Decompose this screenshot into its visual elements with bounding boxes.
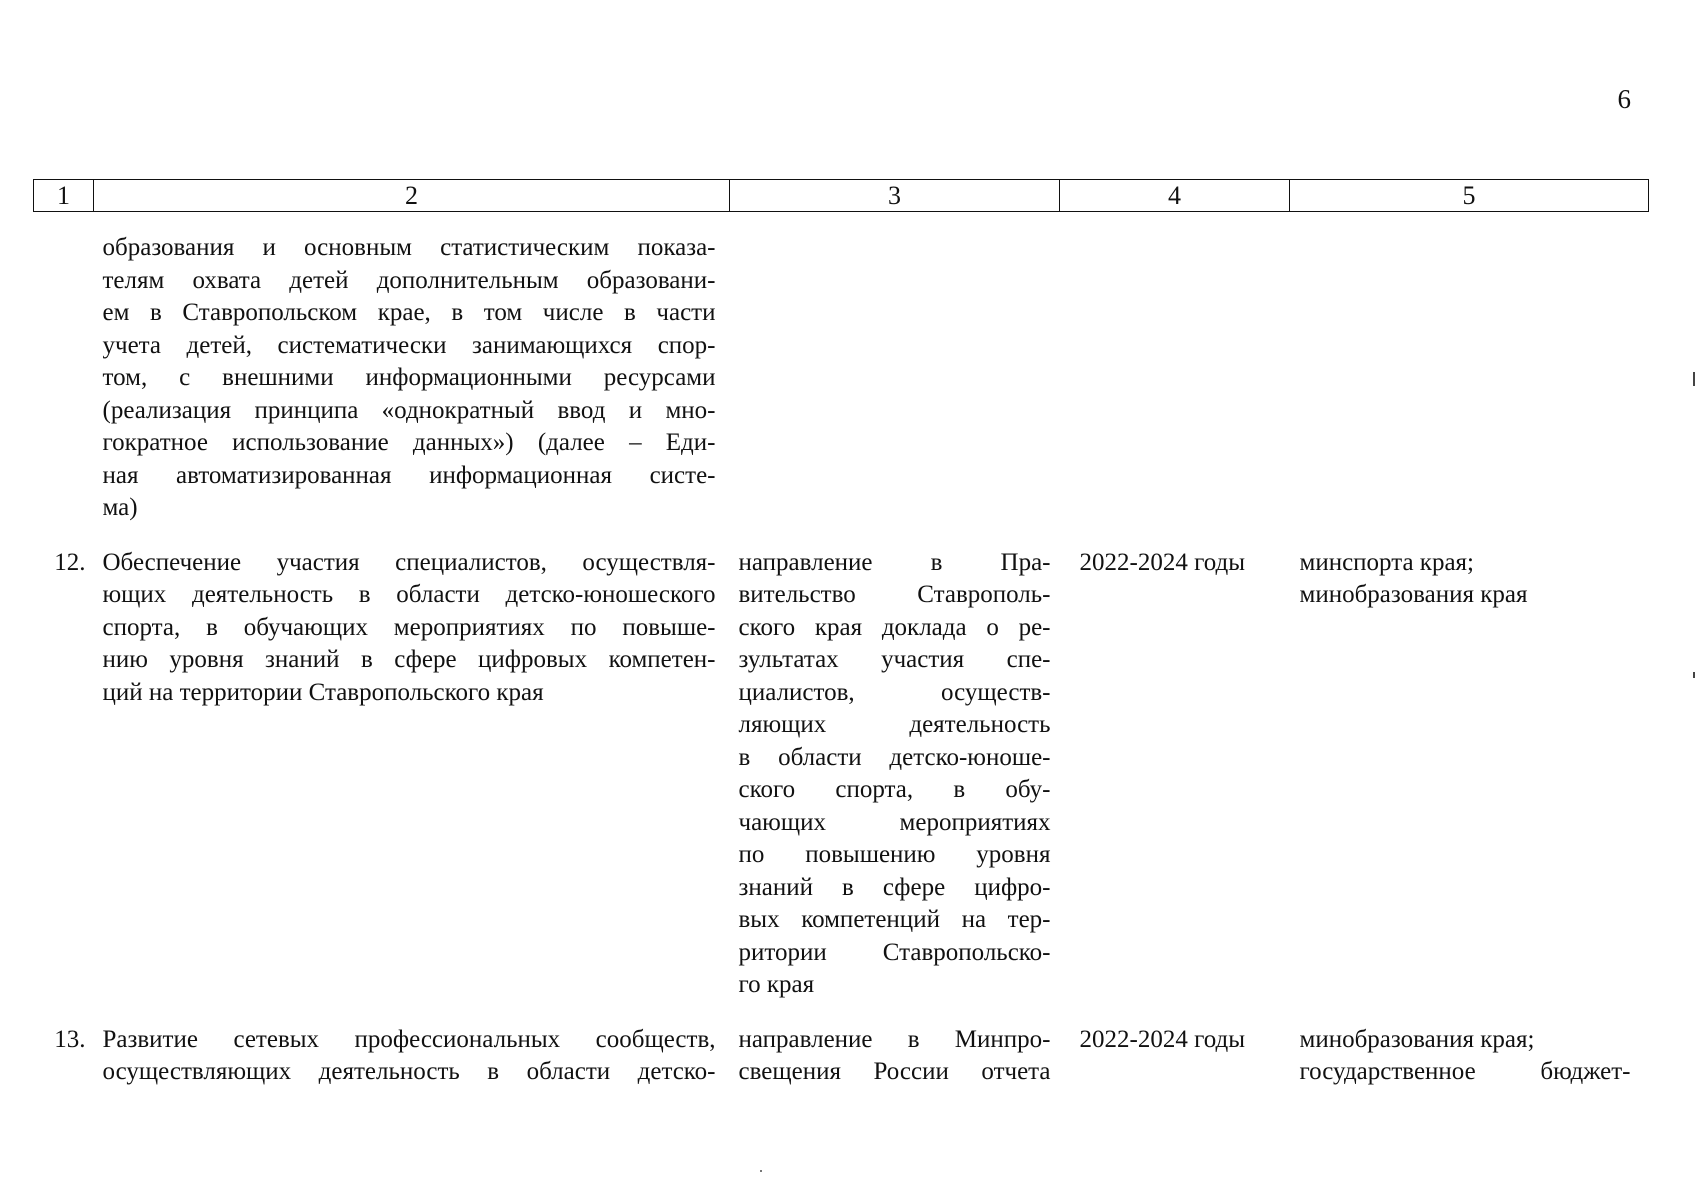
period-cell: 2022-2024 годы [1079,1025,1246,1053]
text-line: образования и основным статистическим показа- [102,234,716,261]
row-number: 13. [54,1025,86,1053]
text-line: минспорта края; [1299,548,1474,576]
text-line: ма) [102,494,138,521]
text-line: го края [738,971,815,998]
executor-cell [1290,525,1649,1002]
continuation-number-cell [34,212,94,525]
text-line: государственное бюджет- [1299,1058,1631,1085]
text-line: телям охвата детей дополнительным образовани- [102,266,716,294]
text-line: чающих мероприятиях [738,808,1051,836]
scan-edge-mark [1693,372,1695,386]
period-cell: 2022-2024 годы [1079,548,1246,576]
scan-edge-mark [1693,672,1695,678]
text-line: Развитие сетевых профессиональных сообществ, [102,1025,716,1053]
text-line: (реализация принципа «однократный ввод и мно- [102,396,716,424]
column-header-1: 1 [34,180,94,212]
table-row-12 [34,525,1649,1002]
column-header-2: 2 [94,180,730,212]
continuation-measure-cell [94,212,730,525]
executor-cell [1290,1002,1649,1089]
page-number: 6 [1617,84,1631,114]
text-line: вительство Ставрополь- [738,581,1051,608]
text-line: нию уровня знаний в сфере цифровых компетен- [102,646,716,673]
text-line: ная автоматизированная информационная систе- [102,461,716,489]
text-line: циалистов, осуществ- [738,678,1051,706]
text-line: зультатах участия спе- [738,646,1051,673]
table-row-continuation [34,212,1649,525]
continuation-result-cell [730,212,1060,525]
column-header-5: 5 [1290,180,1649,212]
result-cell [730,525,1060,1002]
text-line: ритории Ставропольско- [738,938,1051,966]
text-line: ющих деятельность в области детско-юношеского [102,581,716,608]
text-line: гократное использование данных») (далее – Еди- [102,429,716,456]
column-header-4: 4 [1060,180,1290,212]
text-line: ем в Ставропольском крае, в том числе в части [102,299,716,326]
text-line: Обеспечение участия специалистов, осуществля- [102,548,716,576]
result-cell [730,1002,1060,1089]
text-line: минобразования края [1299,581,1528,608]
text-line: по повышению уровня [738,841,1051,868]
measure-cell [94,525,730,1002]
continuation-period-cell [1060,212,1290,525]
text-line: ляющих деятельность [738,711,1051,738]
measure-cell [94,1002,730,1089]
text-line: в области детско-юноше- [738,743,1051,771]
plan-table [33,179,1649,1089]
text-line: минобразования края; [1299,1025,1535,1053]
text-line: ций на территории Ставропольского края [102,678,544,706]
text-line: учета детей, систематически занимающихся спор- [102,331,716,359]
text-line: ского спорта, в обу- [738,776,1051,803]
table-row-13 [34,1002,1649,1089]
text-line: спорта, в обучающих мероприятиях по повыше- [102,613,716,641]
text-line: вых компетенций на тер- [738,906,1051,933]
text-line: том, с внешними информационными ресурсами [102,364,716,391]
text-line: знаний в сфере цифро- [738,873,1051,901]
column-header-3: 3 [730,180,1060,212]
column-header-row [34,180,1649,212]
text-line: свещения России отчета [738,1058,1051,1085]
text-line: осуществляющих деятельность в области детско- [102,1058,716,1085]
text-line: ского края доклада о ре- [738,613,1051,641]
continuation-executor-cell [1290,212,1649,525]
scan-dust-mark [760,1170,762,1172]
text-line: направление в Минпро- [738,1025,1051,1053]
text-line: направление в Пра- [738,548,1051,576]
row-number: 12. [54,548,86,576]
